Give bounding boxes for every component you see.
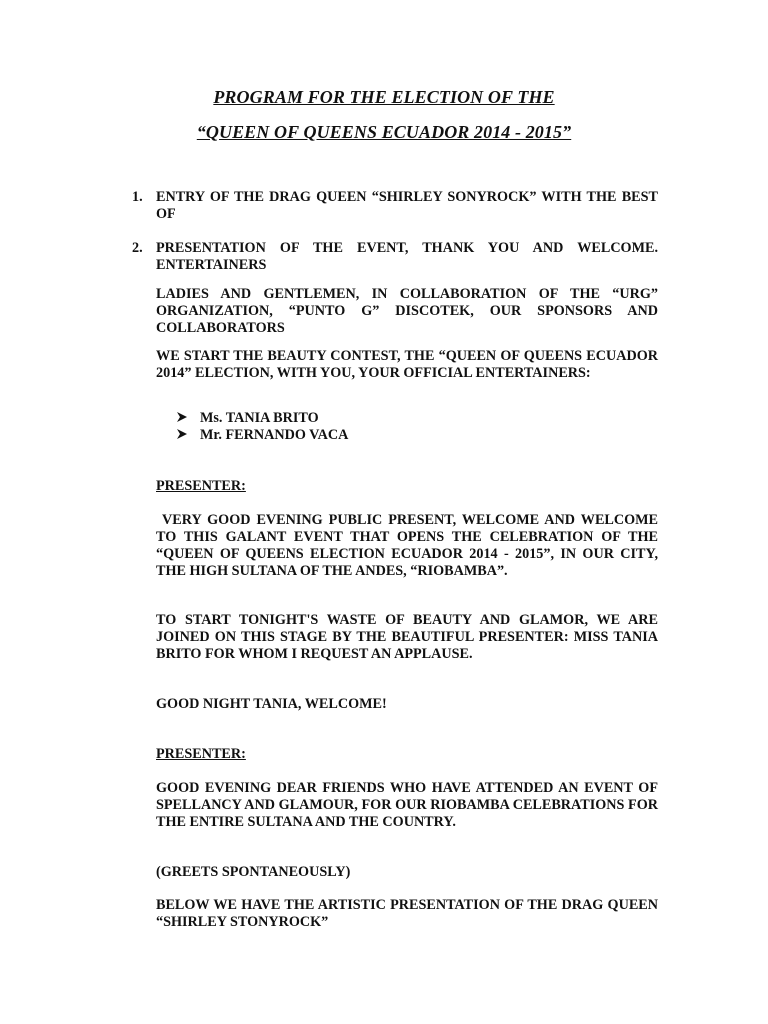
entertainer-name: Mr. FERNANDO VACA <box>200 427 349 443</box>
list-item <box>176 427 348 444</box>
presenter-label-2: PRESENTER: <box>156 746 246 762</box>
list-item-text: PRESENTATION OF THE EVENT, THANK YOU AND WELCOME. ENTERTAINERS <box>156 240 658 273</box>
entertainer-name: Ms. TANIA BRITO <box>200 410 319 426</box>
paragraph-welcome: VERY GOOD EVENING PUBLIC PRESENT, WELCOME AND WELCOME TO THIS GALANT EVENT THAT OPENS THE CELEBRATION OF THE “QUEEN OF QUEENS ELECTION ECUADOR 2014 - 2015”, IN OUR CITY, THE HIGH SULTANA OF THE ANDES, “RIOBAMBA”. <box>156 512 662 579</box>
list-item-number: 2. <box>132 240 143 256</box>
list-item-text: ENTRY OF THE DRAG QUEEN “SHIRLEY SONYROCK” WITH THE BEST OF <box>156 189 658 222</box>
paragraph-start-contest: WE START THE BEAUTY CONTEST, THE “QUEEN OF QUEENS ECUADOR 2014” ELECTION, WITH YOU, YOUR OFFICIAL ENTERTAINERS: <box>156 348 658 381</box>
list-item <box>176 410 348 427</box>
arrowhead-bullet-icon <box>176 410 200 427</box>
paragraph-tonight: TO START TONIGHT'S WASTE OF BEAUTY AND GLAMOR, WE ARE JOINED ON THIS STAGE BY THE BEAUTIFUL PRESENTER: MISS TANIA BRITO FOR WHOM I REQUEST AN APPLAUSE. <box>156 612 658 662</box>
document-title-line-1: PROGRAM FOR THE ELECTION OF THE <box>213 87 555 107</box>
list-item-2 <box>132 240 658 274</box>
paragraph-goodnight: GOOD NIGHT TANIA, WELCOME! <box>156 696 387 712</box>
presenter-label-1: PRESENTER: <box>156 478 246 494</box>
arrowhead-bullet-icon <box>176 427 200 444</box>
paragraph-below: BELOW WE HAVE THE ARTISTIC PRESENTATION OF THE DRAG QUEEN “SHIRLEY STONYROCK” <box>156 897 658 930</box>
paragraph-greets: (GREETS SPONTANEOUSLY) <box>156 864 351 880</box>
paragraph-intro: LADIES AND GENTLEMEN, IN COLLABORATION OF THE “URG” ORGANIZATION, “PUNTO G” DISCOTEK, OUR SPONSORS AND COLLABORATORS <box>156 286 658 336</box>
list-item-1 <box>132 189 658 223</box>
paragraph-friends: GOOD EVENING DEAR FRIENDS WHO HAVE ATTENDED AN EVENT OF SPELLANCY AND GLAMOUR, FOR OUR RIOBAMBA CELEBRATIONS FOR THE ENTIRE SULTANA AND THE COUNTRY. <box>156 780 658 830</box>
document-title-line-2: “QUEEN OF QUEENS ECUADOR 2014 - 2015” <box>196 122 572 142</box>
entertainers-list <box>176 410 348 444</box>
list-item-number: 1. <box>132 189 143 205</box>
